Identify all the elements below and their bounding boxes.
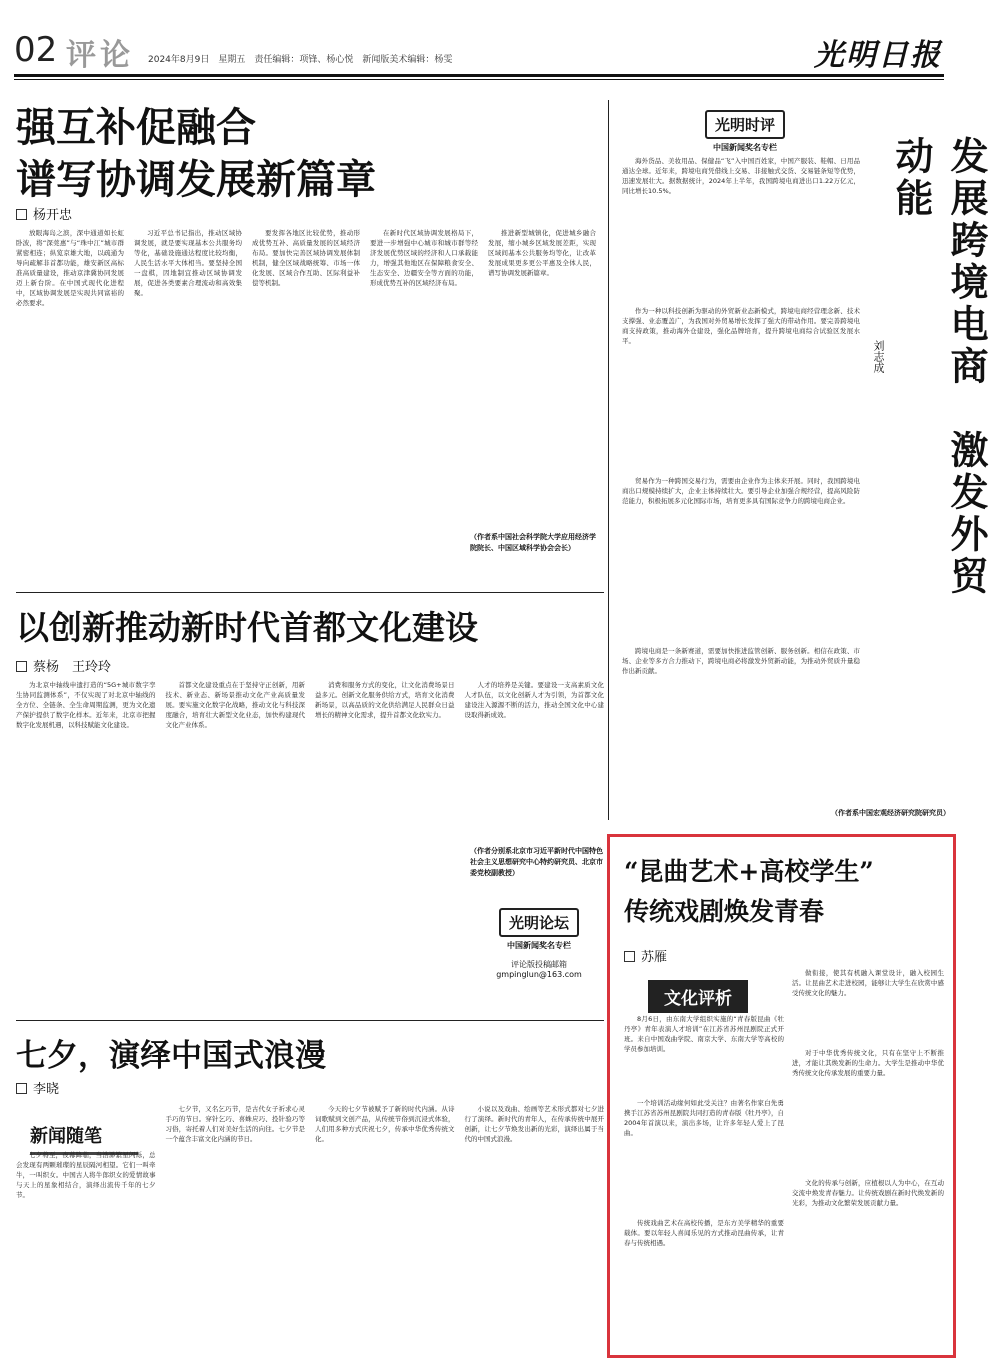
article1-byline: 杨开忠	[16, 204, 72, 223]
article1-paragraph: 推进新型城镇化，促进城乡融合发展，缩小城乡区域发展差距，实现区域间基本公共服务均等化，让改革发展成果更多更公平惠及全体人民，谱写协调发展新篇章。	[488, 229, 596, 277]
article4-body	[16, 1104, 604, 1354]
page-number: 02	[14, 30, 58, 70]
article3-paragraph: 人才的培养是关键。要建设一支高素质文化人才队伍，以文化创新人才为引领，为首都文化建设注入源源不断的活力，推动全国文化中心建设取得新成效。	[464, 681, 604, 719]
forum-email[interactable]: gmpinglun@163.com	[496, 970, 582, 979]
article5-headline-line2: 传统戏剧焕发青春	[624, 897, 825, 926]
article4-paragraph: 小说以及戏曲、绘画等艺术形式都对七夕进行了演绎。新时代的青年人，在传承传统中展开创新，让七夕节焕发出新的光彩，演绎出属于当代的中国式浪漫。	[464, 1105, 604, 1143]
article2-body	[622, 156, 860, 796]
article2-paragraph: 海外货品、美妆用品、保健品“飞”入中国百姓家，中国产服装、鞋帽、日用品通达全球。近年来，跨境电商凭借线上交易、非接触式交货、交易链条短等优势，迅速发展壮大。据数据统计，2024年上半年，我国跨境电商进出口1.22万亿元，同比增长10.5%。	[622, 157, 860, 195]
section-divider	[16, 592, 604, 593]
article3-paragraph: 首都文化建设重点在于坚持守正创新，用新技术、新业态、新场景推动文化产业高质量发展。要实施文化数字化战略，推动文化与科技深度融合，培育壮大新型文化业态，加快构建现代文化产业体系。	[165, 681, 305, 729]
article5-paragraph: 文化的传承与创新，应植根以人为中心，在互动交流中焕发青春魅力。让传统戏剧在新时代焕发新的光彩，为推动文化繁荣发展贡献力量。	[792, 1179, 944, 1207]
article5-paragraph: 一个培训活动缘何如此受关注？由著名作家白先勇携手江苏省苏州昆剧院共同打造的青春版《牡丹亭》，自2004年首演以来，演出多场，让许多年轻人爱上了昆曲。	[624, 1099, 784, 1137]
header-rule-thin	[14, 79, 944, 80]
forum-badge	[474, 908, 604, 979]
article5-headline-line1: “昆曲艺术+高校学生”	[624, 857, 874, 886]
article3-author-note: （作者分别系北京市习近平新时代中国特色社会主义思想研究中心特约研究员、北京市委党校副教授）	[470, 847, 603, 877]
article1-headline-line2: 谱写协调发展新篇章	[16, 156, 376, 203]
article3-paragraph: 消费和服务方式的变化，让文化消费场景日益多元。创新文化服务供给方式，培育文化消费新场景，以高品质的文化供给满足人民群众日益增长的精神文化需求，提升首都文化软实力。	[315, 681, 455, 719]
column-badge-news: 新闻随笔	[30, 1118, 138, 1155]
article1-paragraph: 放眼海岛之滨，深中通道如长虹卧波，将“深莞惠”与“珠中江”城市群紧密相连；纵览京雄大地，以疏通为导向疏解非首都功能，雄安新区高标准高质量建设，推动京津冀协同发展迈上新台阶。在中国式现代化进程中，区域协调发展是实现共同富裕的必然要求。	[16, 229, 124, 307]
article2-headline: 发展跨境电商 激发外贸动能	[889, 136, 989, 598]
column-divider	[608, 100, 609, 820]
article4-headline: 七夕，演绎中国式浪漫	[16, 1038, 326, 1074]
article1-headline	[16, 102, 576, 206]
article1-author-note: （作者系中国社会科学院大学应用经济学院院长、中国区域科学协会会长）	[470, 533, 596, 552]
article5-paragraph: 传统戏曲艺术在高校传播，是东方美学精华的重要载体。要以年轻人喜闻乐见的方式推动昆曲传承，让青春与传统相遇。	[624, 1219, 784, 1247]
article5-paragraph: 8月6日，由东南大学组织实施的“青春版昆曲《牡丹亭》青年表演人才培训”在江苏省苏州昆剧院正式开班。来自中国戏曲学院、南京大学、东南大学等高校的学员参加培训。	[624, 1015, 784, 1053]
article5-byline: 苏雁	[624, 946, 667, 965]
masthead	[0, 0, 960, 72]
issue-meta: 2024年8月9日 星期五 责任编辑：项锋、杨心悦 新闻版美术编辑：杨雯	[148, 55, 453, 65]
commentary-badge	[690, 110, 800, 153]
article4-byline: 李晓	[16, 1078, 59, 1097]
article5-headline	[624, 852, 950, 932]
article3-byline: 蔡杨 王玲玲	[16, 656, 111, 675]
section-divider	[16, 1020, 604, 1021]
article5-body-right	[792, 968, 944, 1344]
article2-byline: 刘志成	[872, 340, 885, 373]
article2-paragraph: 贸易作为一种跨国交易行为，需要由企业作为主体来开展。同时，我国跨境电商出口规模持续扩大，企业主体持续壮大。要引导企业加强合规经营，提高风险防范能力，积极拓展多元化国际市场，培育更多具有国际竞争力的跨境电商企业。	[622, 477, 860, 505]
commentary-badge-title: 光明时评	[705, 110, 785, 139]
article2-author-note: （作者系中国宏观经济研究院研究员）	[831, 809, 950, 817]
section-name: 评论	[66, 38, 134, 73]
article1-headline-line1: 强互补促融合	[16, 104, 256, 151]
article5-paragraph: 做衔接，使其有机融入课堂设计，融入校园生活。让昆曲艺术走进校园，能够让大学生在欣赏中感受传统文化的魅力。	[792, 969, 944, 997]
forum-badge-subtitle: 中国新闻奖名专栏	[507, 941, 571, 950]
forum-contact-label: 评论版投稿邮箱	[511, 960, 567, 969]
header-rule	[14, 74, 944, 77]
article4-paragraph: 七夕节，又名乞巧节，是古代女子祈求心灵手巧的节日。穿针乞巧、喜蛛应巧、投针验巧等习俗，寄托着人们对美好生活的向往。七夕节是一个蕴含丰富文化内涵的节日。	[165, 1105, 305, 1143]
article1-paragraph: 习近平总书记指出，推动区域协调发展，就是要实现基本公共服务均等化，基础设施通达程度比较均衡，人民生活水平大体相当。要坚持全国一盘棋，因地制宜推动区域协调发展，促进各类要素合理流动和高效集聚。	[134, 229, 242, 297]
article2-paragraph: 跨境电商是一条新赛道，需要加快推进监管创新、服务创新。相信在政策、市场、企业等多方合力推动下，跨境电商必将激发外贸新动能，为推动外贸质升量稳作出新贡献。	[622, 647, 860, 675]
article2-paragraph: 作为一种以科技创新为驱动的外贸新业态新模式，跨境电商经营理念新、技术支撑强、业态覆盖广，为我国对外贸易增长发挥了强大的带动作用。要完善跨境电商支持政策，推动海外仓建设，强化品牌培育，提升跨境电商综合试验区发展水平。	[622, 307, 860, 345]
article4-paragraph: 今天的七夕节被赋予了新的时代内涵。从诗词歌赋到文创产品，从传统节俗到沉浸式体验，人们用多种方式庆祝七夕，传承中华优秀传统文化。	[315, 1105, 455, 1143]
article1-paragraph: 在新时代区域协调发展格局下，要进一步增强中心城市和城市群等经济发展优势区域的经济和人口承载能力，增强其他地区在保障粮食安全、生态安全、边疆安全等方面的功能，形成优势互补的区域经济布局。	[370, 229, 478, 287]
article3-paragraph: 为北京中轴线申遗打造的“5G+城市数字孪生协同监测体系”，不仅实现了对北京中轴线的全方位、全链条、全生命周期监测，更为文化遗产保护提供了数字化样本。近年来，北京市把握数字化发展机遇，以科技赋能文化建设。	[16, 681, 156, 729]
forum-badge-title: 光明论坛	[499, 908, 579, 937]
commentary-badge-subtitle: 中国新闻奖名专栏	[713, 143, 777, 152]
article1-paragraph: 要发挥各地区比较优势，推动形成优势互补、高质量发展的区域经济布局。要加快完善区域协调发展体制机制，健全区域战略统筹、市场一体化发展、区域合作互助、区际利益补偿等机制。	[252, 229, 360, 287]
article1-body	[16, 228, 596, 568]
article5-paragraph: 对于中华优秀传统文化，只有在坚守上不断推进，才能让其焕发新的生命力。大学生是推动中华优秀传统文化传承发展的重要力量。	[792, 1049, 944, 1077]
column-badge-culture: 文化评析	[648, 980, 748, 1013]
newspaper-logo: 光明日报	[814, 38, 942, 73]
article5-body-left	[624, 1014, 784, 1344]
article3-headline: 以创新推动新时代首都文化建设	[16, 608, 478, 647]
article4-paragraph: 七夕将至，夜幕降临，当浩渺繁星闪烁，总会发现有两颗璀璨的星辰隔河相望。它们一叫牵牛，一叫织女。中国古人将牛郎织女的爱情故事与天上的星象相结合，演绎出流传千年的七夕节。	[16, 1151, 156, 1199]
